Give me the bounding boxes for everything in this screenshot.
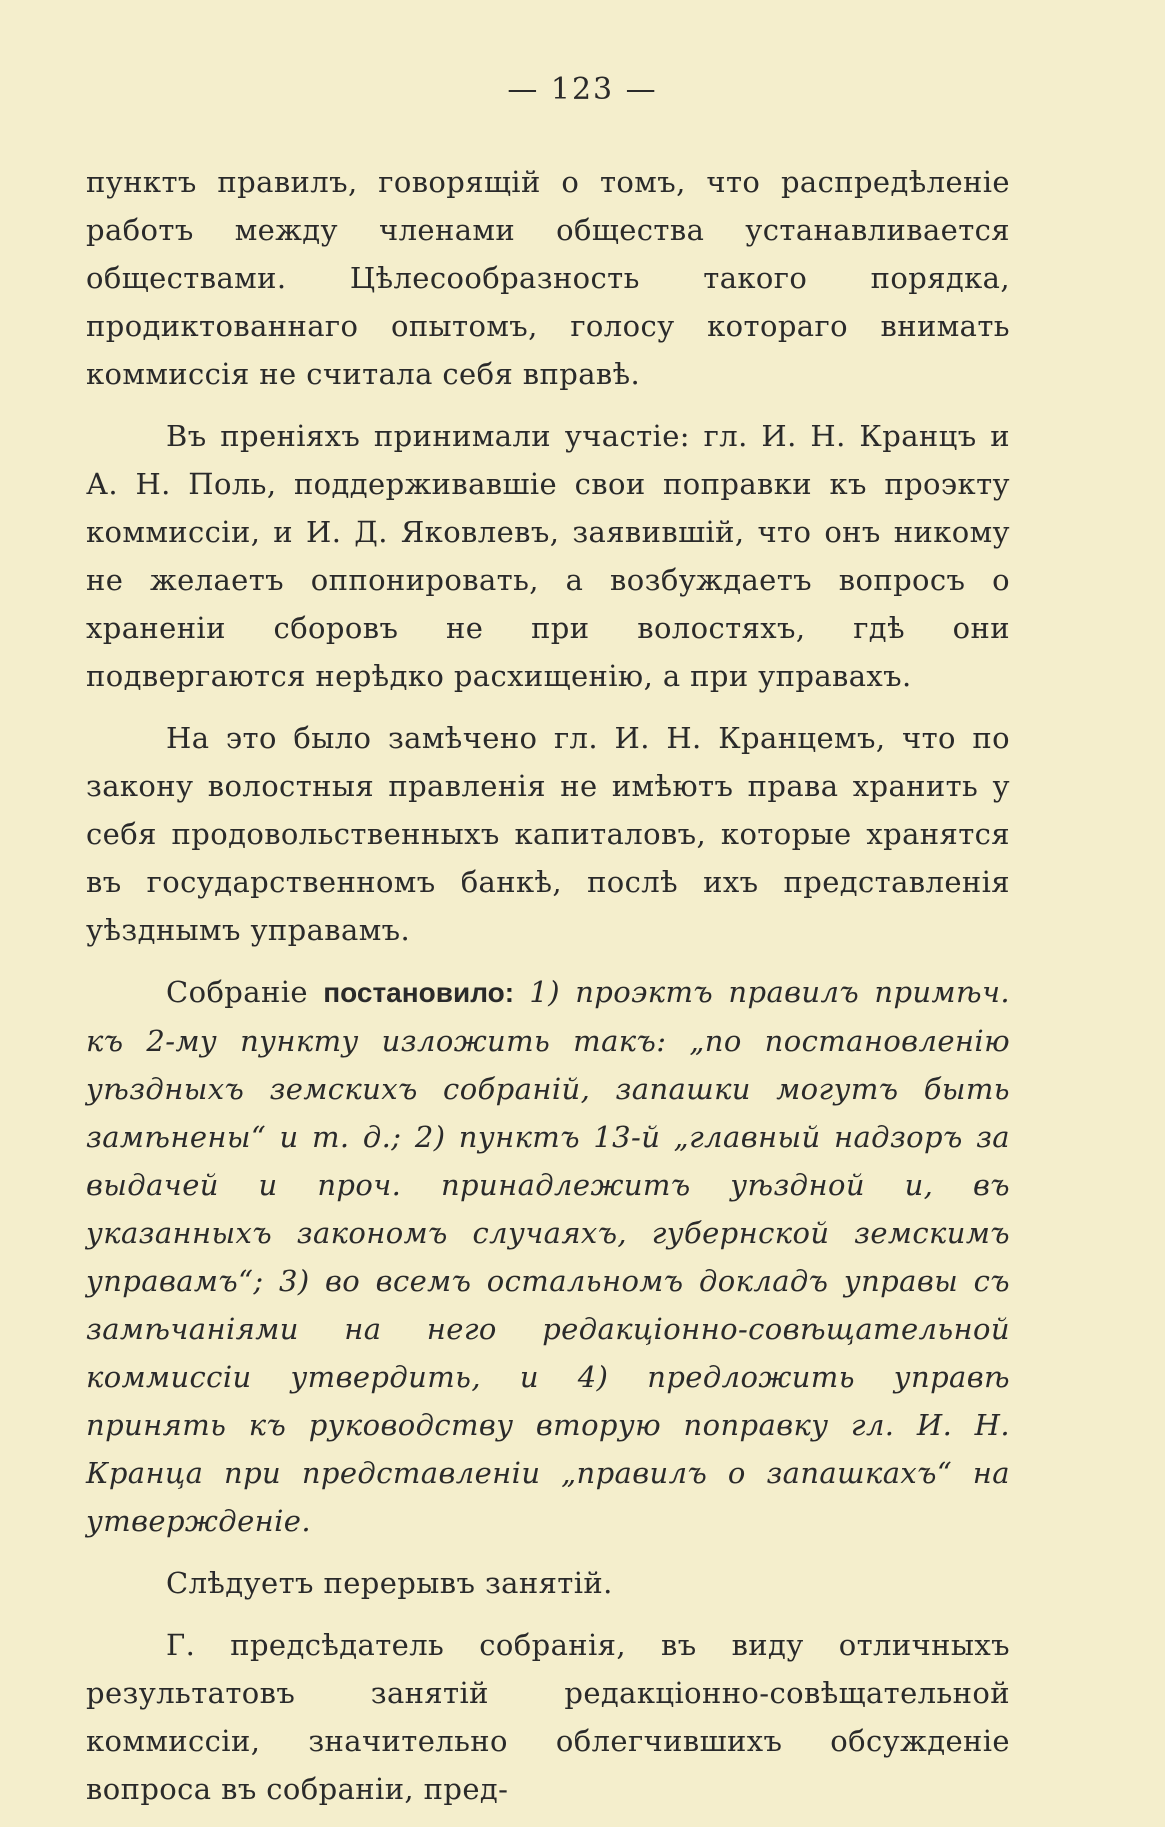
paragraph-break: Слѣдуетъ перерывъ занятій. [166,1566,613,1600]
paragraph-chairman: Г. предсѣдатель собранія, въ виду отличныхъ результатовъ занятій редакціонно-совѣщательной коммиссіи, значительно облегчившихъ обсужденіе вопроса въ собраніи, пред- [86,1628,1010,1806]
paragraph-remark: На это было замѣчено гл. И. Н. Кранцемъ, что по закону волостныя правленія не имѣютъ права хранить у себя продовольственныхъ капиталовъ, которые хранятся въ государственномъ банкѣ, послѣ ихъ представленія уѣзднымъ управамъ. [86,721,1010,947]
paragraph-debate: Въ преніяхъ принимали участіе: гл. И. Н. Кранцъ и А. Н. Поль, поддерживавшіе свои поправки къ проэкту коммиссіи, и И. Д. Яковлевъ, заявившій, что онъ никому не желаетъ оппонировать, а возбуждаетъ вопросъ о храненіи сборовъ не при волостяхъ, гдѣ они подвергаются нерѣдко расхищенію, а при управахъ. [86,419,1010,693]
body-text [86,158,1010,1827]
page-number: — 123 — [507,72,658,107]
resolution-text: 1) проэктъ правилъ примѣч. къ 2-му пункту изложить такъ: „по постановленію уѣздныхъ земскихъ собраній, запашки могутъ быть замѣнены“ и т. д.; 2) пунктъ 13-й „главный надзоръ за выдачей и проч. принадлежитъ уѣздной и, въ указанныхъ закономъ случаяхъ, губернской земскимъ управамъ“; 3) во всемъ остальномъ докладъ управы съ замѣчаніями на него редакціонно-совѣщательной коммиссіи утвердить, и 4) предложить управѣ принять къ руководству вторую поправку гл. И. Н. Кранца при представленіи „правилъ о запашкахъ“ на утвержденіе. [86,975,1010,1538]
paragraph-resolution [86,968,1010,1545]
resolution-keyword: постановило: [323,977,515,1008]
paragraph-continuation: пунктъ правилъ, говорящій о томъ, что распредѣленіе работъ между членами общества устанавливается обществами. Цѣлесообразность такого порядка, продиктованнаго опытомъ, голосу котораго внимать коммиссія не считала себя вправѣ. [86,165,1010,391]
resolution-lead: Собраніе [166,975,308,1009]
